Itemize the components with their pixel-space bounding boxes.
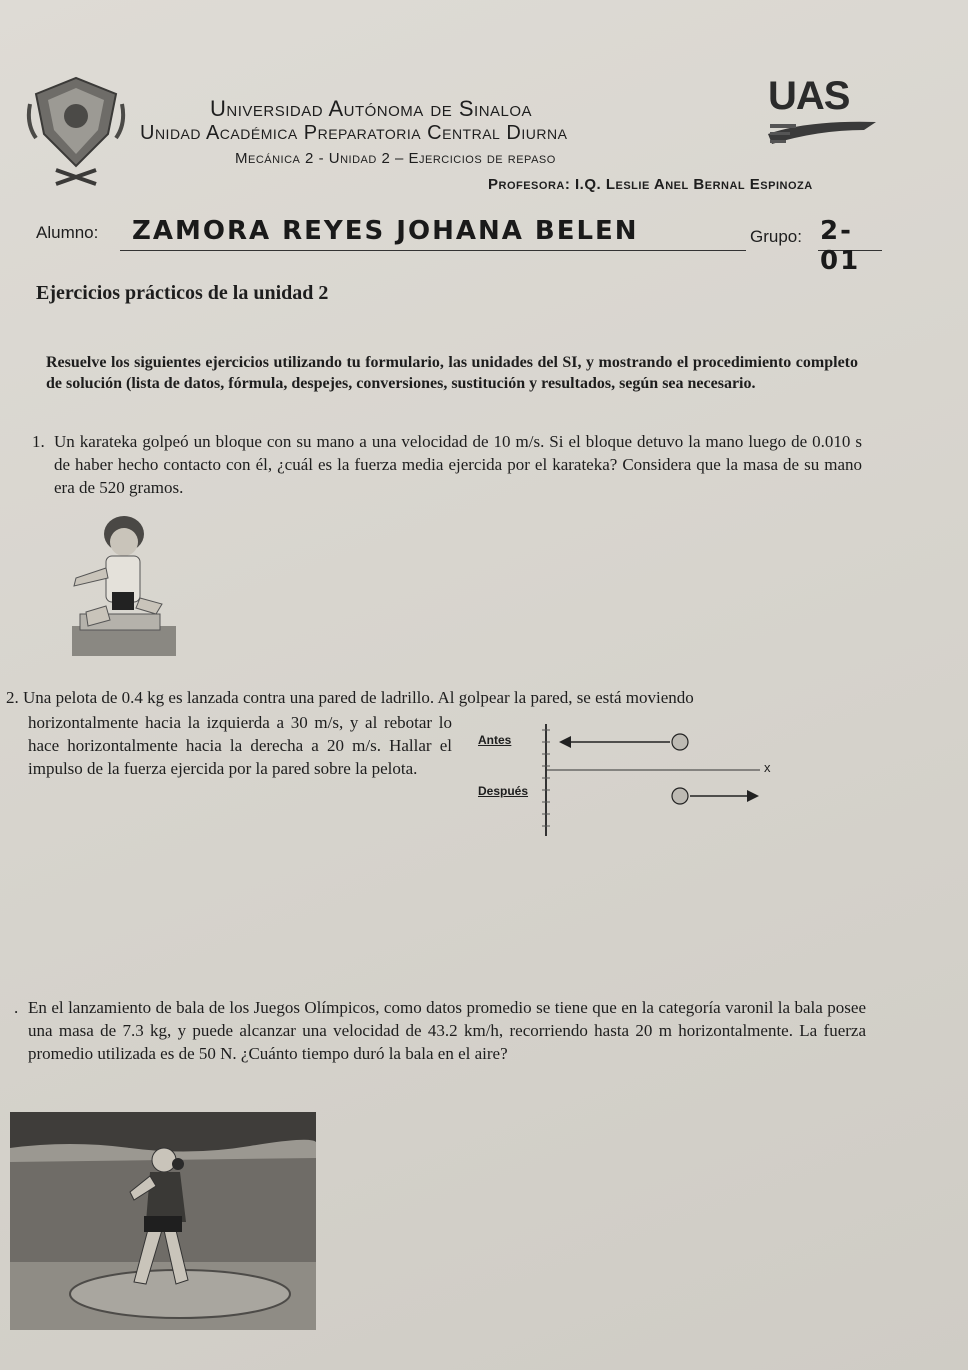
question-1-text: Un karateka golpeó un bloque con su mano a una velocidad de 10 m/s. Si el bloque detuvo la mano luego de 0.010 s de haber hecho contacto con él, ¿cuál es la fuerza media ejercida por el karateka? Considera que la masa de su mano era de 520 gramos. xyxy=(54,432,862,497)
question-1 xyxy=(32,430,862,499)
karateka-illustration xyxy=(66,508,176,658)
question-2-first-line xyxy=(6,686,866,709)
question-2-number: 2. xyxy=(6,688,19,707)
ball-wall-figure xyxy=(530,720,780,840)
university-name: Universidad Autónoma de Sinaloa xyxy=(210,96,533,121)
uas-logo-icon xyxy=(768,76,878,156)
question-2-text-rest: horizontalmente hacia la izquierda a 30 m/s, y al rebotar lo hace horizontalmente hacia la derecha a 20 m/s. Hallar el impulso de la fuerza ejercida por la pared sobre la pelota. xyxy=(28,713,452,778)
instructions-text: Resuelve los siguientes ejercicios utilizando tu formulario, las unidades del SI, y mostrando el procedimiento completo de solución (lista de datos, fórmula, despejes, conversiones, sustitución y resultados, según sea necesario. xyxy=(46,354,858,392)
figure-axis-label: x xyxy=(764,760,771,775)
figure-before-label: Antes xyxy=(478,733,512,747)
unit-name: Unidad Académica Preparatoria Central Diurna xyxy=(140,122,568,144)
question-3 xyxy=(14,996,866,1065)
student-name-field[interactable] xyxy=(120,214,746,251)
university-crest-icon xyxy=(26,74,126,186)
question-3-number: . xyxy=(14,998,19,1017)
uas-logo-text: UAS xyxy=(768,74,850,118)
section-heading: Ejercicios prácticos de la unidad 2 xyxy=(36,282,329,304)
shot-put-athlete-illustration xyxy=(10,1112,316,1330)
student-label: Alumno: xyxy=(36,223,99,242)
figure-after-label: Después xyxy=(478,784,529,798)
student-name-handwritten: ZAMORA REYES JOHANA BELEN xyxy=(132,216,639,246)
question-2-text-line1: Una pelota de 0.4 kg es lanzada contra una pared de ladrillo. Al golpear la pared, se está moviendo xyxy=(23,688,694,707)
group-label: Grupo: xyxy=(750,227,802,246)
question-1-number: 1. xyxy=(32,432,45,451)
uas-logo-swoosh-icon xyxy=(768,116,878,156)
group-field[interactable] xyxy=(818,214,882,276)
course-name: Mecánica 2 - Unidad 2 – Ejercicios de repaso xyxy=(235,150,556,167)
question-3-text: En el lanzamiento de bala de los Juegos Olímpicos, como datos promedio se tiene que en la categoría varonil la bala posee una masa de 7.3 kg, y puede alcanzar una velocidad de 43.2 km/h, recorriendo hasta 20 m horizontalmente. La fuerza promedio utilizada es de 50 N. ¿Cuánto tiempo duró la bala en el aire? xyxy=(28,998,866,1063)
group-handwritten: 2-01 xyxy=(820,216,861,276)
teacher-name: Profesora: I.Q. Leslie Anel Bernal Espinoza xyxy=(488,176,813,193)
